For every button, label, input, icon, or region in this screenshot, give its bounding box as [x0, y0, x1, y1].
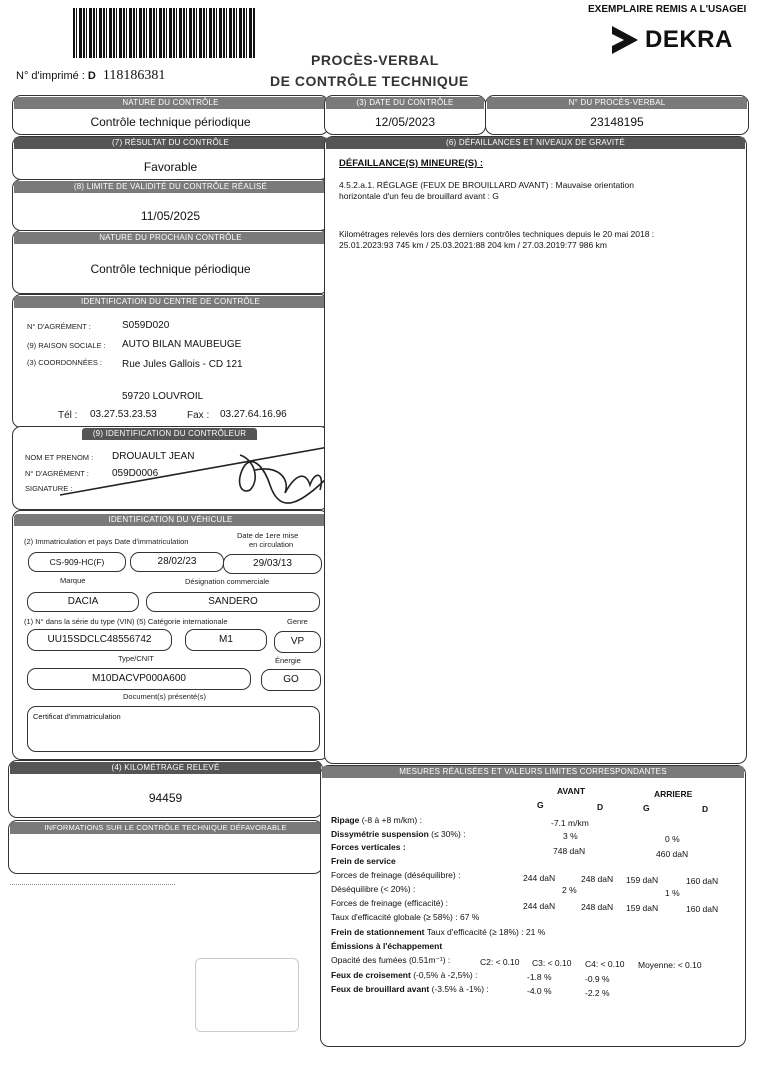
forces-vert-label: Forces verticales :	[331, 842, 406, 852]
taux-global: Taux d'efficacité globale (≥ 58%) : 67 %	[331, 912, 480, 922]
ripage-label: Ripage	[331, 815, 360, 825]
brouillard-d: -2.2 %	[585, 988, 610, 998]
vehicule-header: IDENTIFICATION DU VÉHICULE	[14, 514, 327, 526]
genre-value: VP	[290, 636, 305, 647]
documents-value: Certificat d'immatriculation	[33, 712, 121, 721]
date-immat-value: 28/02/23	[157, 556, 197, 567]
desequilibre-forces-label: Forces de freinage (déséquilibre) :	[331, 870, 461, 880]
documents-label: Document(s) présenté(s)	[123, 692, 206, 701]
croisement-label: Feux de croisement	[331, 970, 411, 980]
desequilibre-force-ar-d: 160 daN	[686, 876, 719, 886]
desequilibre-force-ar-g: 159 daN	[626, 875, 659, 885]
col-avant: AVANT	[557, 786, 586, 796]
km-history-line1: Kilométrages relevés lors des derniers contrôles techniques depuis le 20 mai 2018 :	[339, 229, 655, 239]
brouillard-label: Feux de brouillard avant	[331, 984, 430, 994]
defaillances-title: DÉFAILLANCE(S) MINEURE(S) :	[339, 158, 484, 169]
dissym-row	[331, 829, 466, 839]
first-circ-label-2: en circulation	[249, 540, 294, 549]
km-value: 94459	[148, 791, 183, 805]
designation-label: Désignation commerciale	[185, 577, 270, 586]
efficacite-force-ar-g: 159 daN	[626, 903, 659, 913]
centre-header: IDENTIFICATION DU CENTRE DE CONTRÔLE	[14, 296, 327, 308]
controleur-nom: DROUAULT JEAN	[112, 451, 195, 462]
efficacite-forces-label: Forces de freinage (efficacité) :	[331, 898, 449, 908]
emissions-label: Émissions à l'échappement	[331, 941, 443, 951]
stamp-area	[195, 958, 299, 1032]
mesures-header: MESURES RÉALISÉES ET VALEURS LIMITES CORRESPONDANTES	[322, 766, 744, 778]
opacite-c3: C3: < 0.10	[532, 958, 572, 968]
marque-value: DACIA	[67, 596, 99, 607]
centre-raison: AUTO BILAN MAUBEUGE	[122, 339, 242, 350]
centre-fax: 03.27.64.16.96	[220, 409, 287, 420]
stationnement-value: Taux d'efficacité (≥ 18%) : 21 %	[426, 927, 546, 937]
first-circ-field	[223, 554, 322, 574]
dissym-arriere: 0 %	[665, 834, 680, 844]
controleur-nom-label: NOM ET PRENOM :	[25, 453, 94, 462]
validite-value: 11/05/2025	[140, 209, 201, 223]
dissym-avant: 3 %	[563, 831, 578, 841]
imprime-number-line	[16, 68, 165, 84]
pv-value: 23148195	[590, 115, 644, 129]
type-value: M10DACVP000A600	[92, 673, 186, 684]
croisement-g: -1.8 %	[527, 972, 552, 982]
defaillances-header: (6) DÉFAILLANCES ET NIVEAUX DE GRAVITÉ	[326, 137, 745, 149]
col-arriere-g: G	[643, 803, 650, 813]
document-title-line2: DE CONTRÔLE TECHNIQUE	[270, 73, 469, 89]
brouillard-row	[331, 984, 489, 994]
vin-field	[27, 629, 172, 651]
marque-field	[27, 592, 139, 612]
ripage-row	[331, 815, 422, 825]
efficacite-force-av-g: 244 daN	[523, 901, 556, 911]
col-avant-g: G	[537, 800, 544, 810]
desequilibre-force-av-d: 248 daN	[581, 874, 614, 884]
opacite-label: Opacité des fumées (0.51m⁻¹) :	[331, 955, 451, 965]
brouillard-g: -4.0 %	[527, 986, 552, 996]
centre-address1: Rue Jules Gallois - CD 121	[122, 359, 243, 370]
defavorable-header: INFORMATIONS SUR LE CONTRÔLE TECHNIQUE DÉFAVORABLE	[10, 822, 321, 834]
signature	[40, 425, 360, 520]
genre-label: Genre	[287, 617, 308, 626]
croisement-limit: (-0,5% à -2,5%) :	[413, 970, 478, 980]
categorie-value: M1	[219, 634, 233, 645]
croisement-d: -0.9 %	[585, 974, 610, 984]
stationnement-label: Frein de stationnement	[331, 927, 425, 937]
centre-tel-label: Tél :	[58, 410, 78, 421]
first-circ-value: 29/03/13	[253, 558, 292, 569]
centre-raison-label: (9) RAISON SOCIALE :	[27, 341, 106, 350]
dotted-divider	[10, 884, 175, 885]
genre-field	[274, 631, 321, 653]
vin-value: UU15SDCLC48556742	[47, 634, 152, 645]
validite-header: (8) LIMITE DE VALIDITÉ DU CONTRÔLE RÉALISÉ	[14, 181, 327, 193]
desequilibre-label: Déséquilibre (< 20%) :	[331, 884, 416, 894]
vin-label: (1) N° dans la série du type (VIN) (5) Catégorie internationale	[24, 617, 228, 626]
centre-agrement: S059D020	[122, 320, 170, 331]
centre-address2: 59720 LOUVROIL	[122, 391, 204, 402]
croisement-row	[331, 970, 477, 980]
energie-value: GO	[283, 674, 299, 685]
nature-header: NATURE DU CONTRÔLE	[14, 97, 327, 109]
efficacite-force-ar-d: 160 daN	[686, 904, 719, 914]
immat-field	[28, 552, 126, 572]
type-field	[27, 668, 251, 690]
type-label: Type/CNIT	[118, 654, 154, 663]
defaillance-item-line2: horizontale d'un feu de brouillard avant : G	[339, 191, 499, 201]
date-header: (3) DATE DU CONTRÔLE	[326, 97, 484, 109]
km-header: (4) KILOMÉTRAGE RELEVÉ	[10, 762, 321, 774]
opacite-c4: C4: < 0.10	[585, 959, 625, 969]
centre-fax-label: Fax :	[187, 410, 210, 421]
stationnement-row	[331, 927, 545, 937]
prochain-header: NATURE DU PROCHAIN CONTRÔLE	[14, 232, 327, 244]
col-avant-d: D	[597, 802, 604, 812]
immat-value: CS-909-HC(F)	[49, 557, 105, 567]
centre-coord-label: (3) COORDONNÉES :	[27, 358, 103, 367]
nature-value: Contrôle technique périodique	[90, 115, 251, 129]
forces-vert-avant: 748 daN	[553, 846, 586, 856]
designation-value: SANDERO	[208, 596, 258, 607]
col-arriere-d: D	[702, 804, 709, 814]
forces-vert-arriere: 460 daN	[656, 849, 689, 859]
ripage-limit: (-8 à +8 m/km) :	[361, 815, 422, 825]
resultat-value: Favorable	[143, 160, 198, 174]
energie-label: Énergie	[275, 656, 301, 665]
pv-header: N° DU PROCÈS-VERBAL	[487, 97, 747, 109]
date-value: 12/05/2023	[374, 115, 436, 129]
desequilibre-arriere: 1 %	[665, 888, 680, 898]
imprime-label: N° d'imprimé :	[16, 70, 85, 82]
prochain-value: Contrôle technique périodique	[90, 262, 251, 276]
dissym-limit: (≤ 30%) :	[431, 829, 466, 839]
imprime-prefix: D	[87, 70, 96, 82]
frein-service-label: Frein de service	[331, 856, 396, 866]
opacite-c2: C2: < 0.10	[480, 957, 520, 967]
dekra-logo-icon	[610, 24, 640, 56]
desequilibre-avant: 2 %	[562, 885, 577, 895]
copy-notice: EXEMPLAIRE REMIS A L'USAGEI	[588, 4, 747, 15]
brand-name: DEKRA	[645, 26, 733, 53]
brouillard-limit: (-3.5% à -1%) :	[431, 984, 489, 994]
barcode	[73, 8, 255, 58]
document-title-line1: PROCÈS-VERBAL	[311, 52, 439, 68]
opacite-moyenne: Moyenne: < 0.10	[638, 960, 702, 970]
resultat-header: (7) RÉSULTAT DU CONTRÔLE	[14, 137, 327, 149]
col-arriere: ARRIERE	[654, 789, 693, 799]
desequilibre-force-av-g: 244 daN	[523, 873, 556, 883]
km-history-line2: 25.01.2023:93 745 km / 25.03.2021:88 204 km / 27.03.2019:77 986 km	[339, 240, 607, 250]
date-immat-field	[130, 552, 224, 572]
categorie-field	[185, 629, 267, 651]
defaillance-item-line1: 4.5.2.a.1. RÉGLAGE (FEUX DE BROUILLARD AVANT) : Mauvaise orientation	[339, 180, 634, 190]
efficacite-force-av-d: 248 daN	[581, 902, 614, 912]
centre-agrement-label: N° D'AGRÉMENT :	[27, 322, 91, 331]
imprime-number: 118186381	[102, 68, 166, 83]
controleur-agrement-label: N° D'AGRÉMENT :	[25, 469, 89, 478]
energie-field	[261, 669, 321, 691]
designation-field	[146, 592, 320, 612]
first-circ-label-1: Date de 1ere mise	[237, 531, 299, 540]
controleur-signature-label: SIGNATURE :	[25, 484, 73, 493]
dissym-label: Dissymétrie suspension	[331, 829, 429, 839]
controleur-agrement: 059D0006	[112, 468, 159, 479]
marque-label: Marque	[60, 576, 86, 585]
centre-tel: 03.27.53.23.53	[90, 409, 157, 420]
dekra-logo	[610, 24, 640, 61]
controleur-header: (9) IDENTIFICATION DU CONTRÔLEUR	[82, 428, 257, 440]
immat-label: (2) Immatriculation et pays Date d'immatriculation	[24, 537, 189, 546]
ripage-value: -7.1 m/km	[551, 818, 589, 828]
